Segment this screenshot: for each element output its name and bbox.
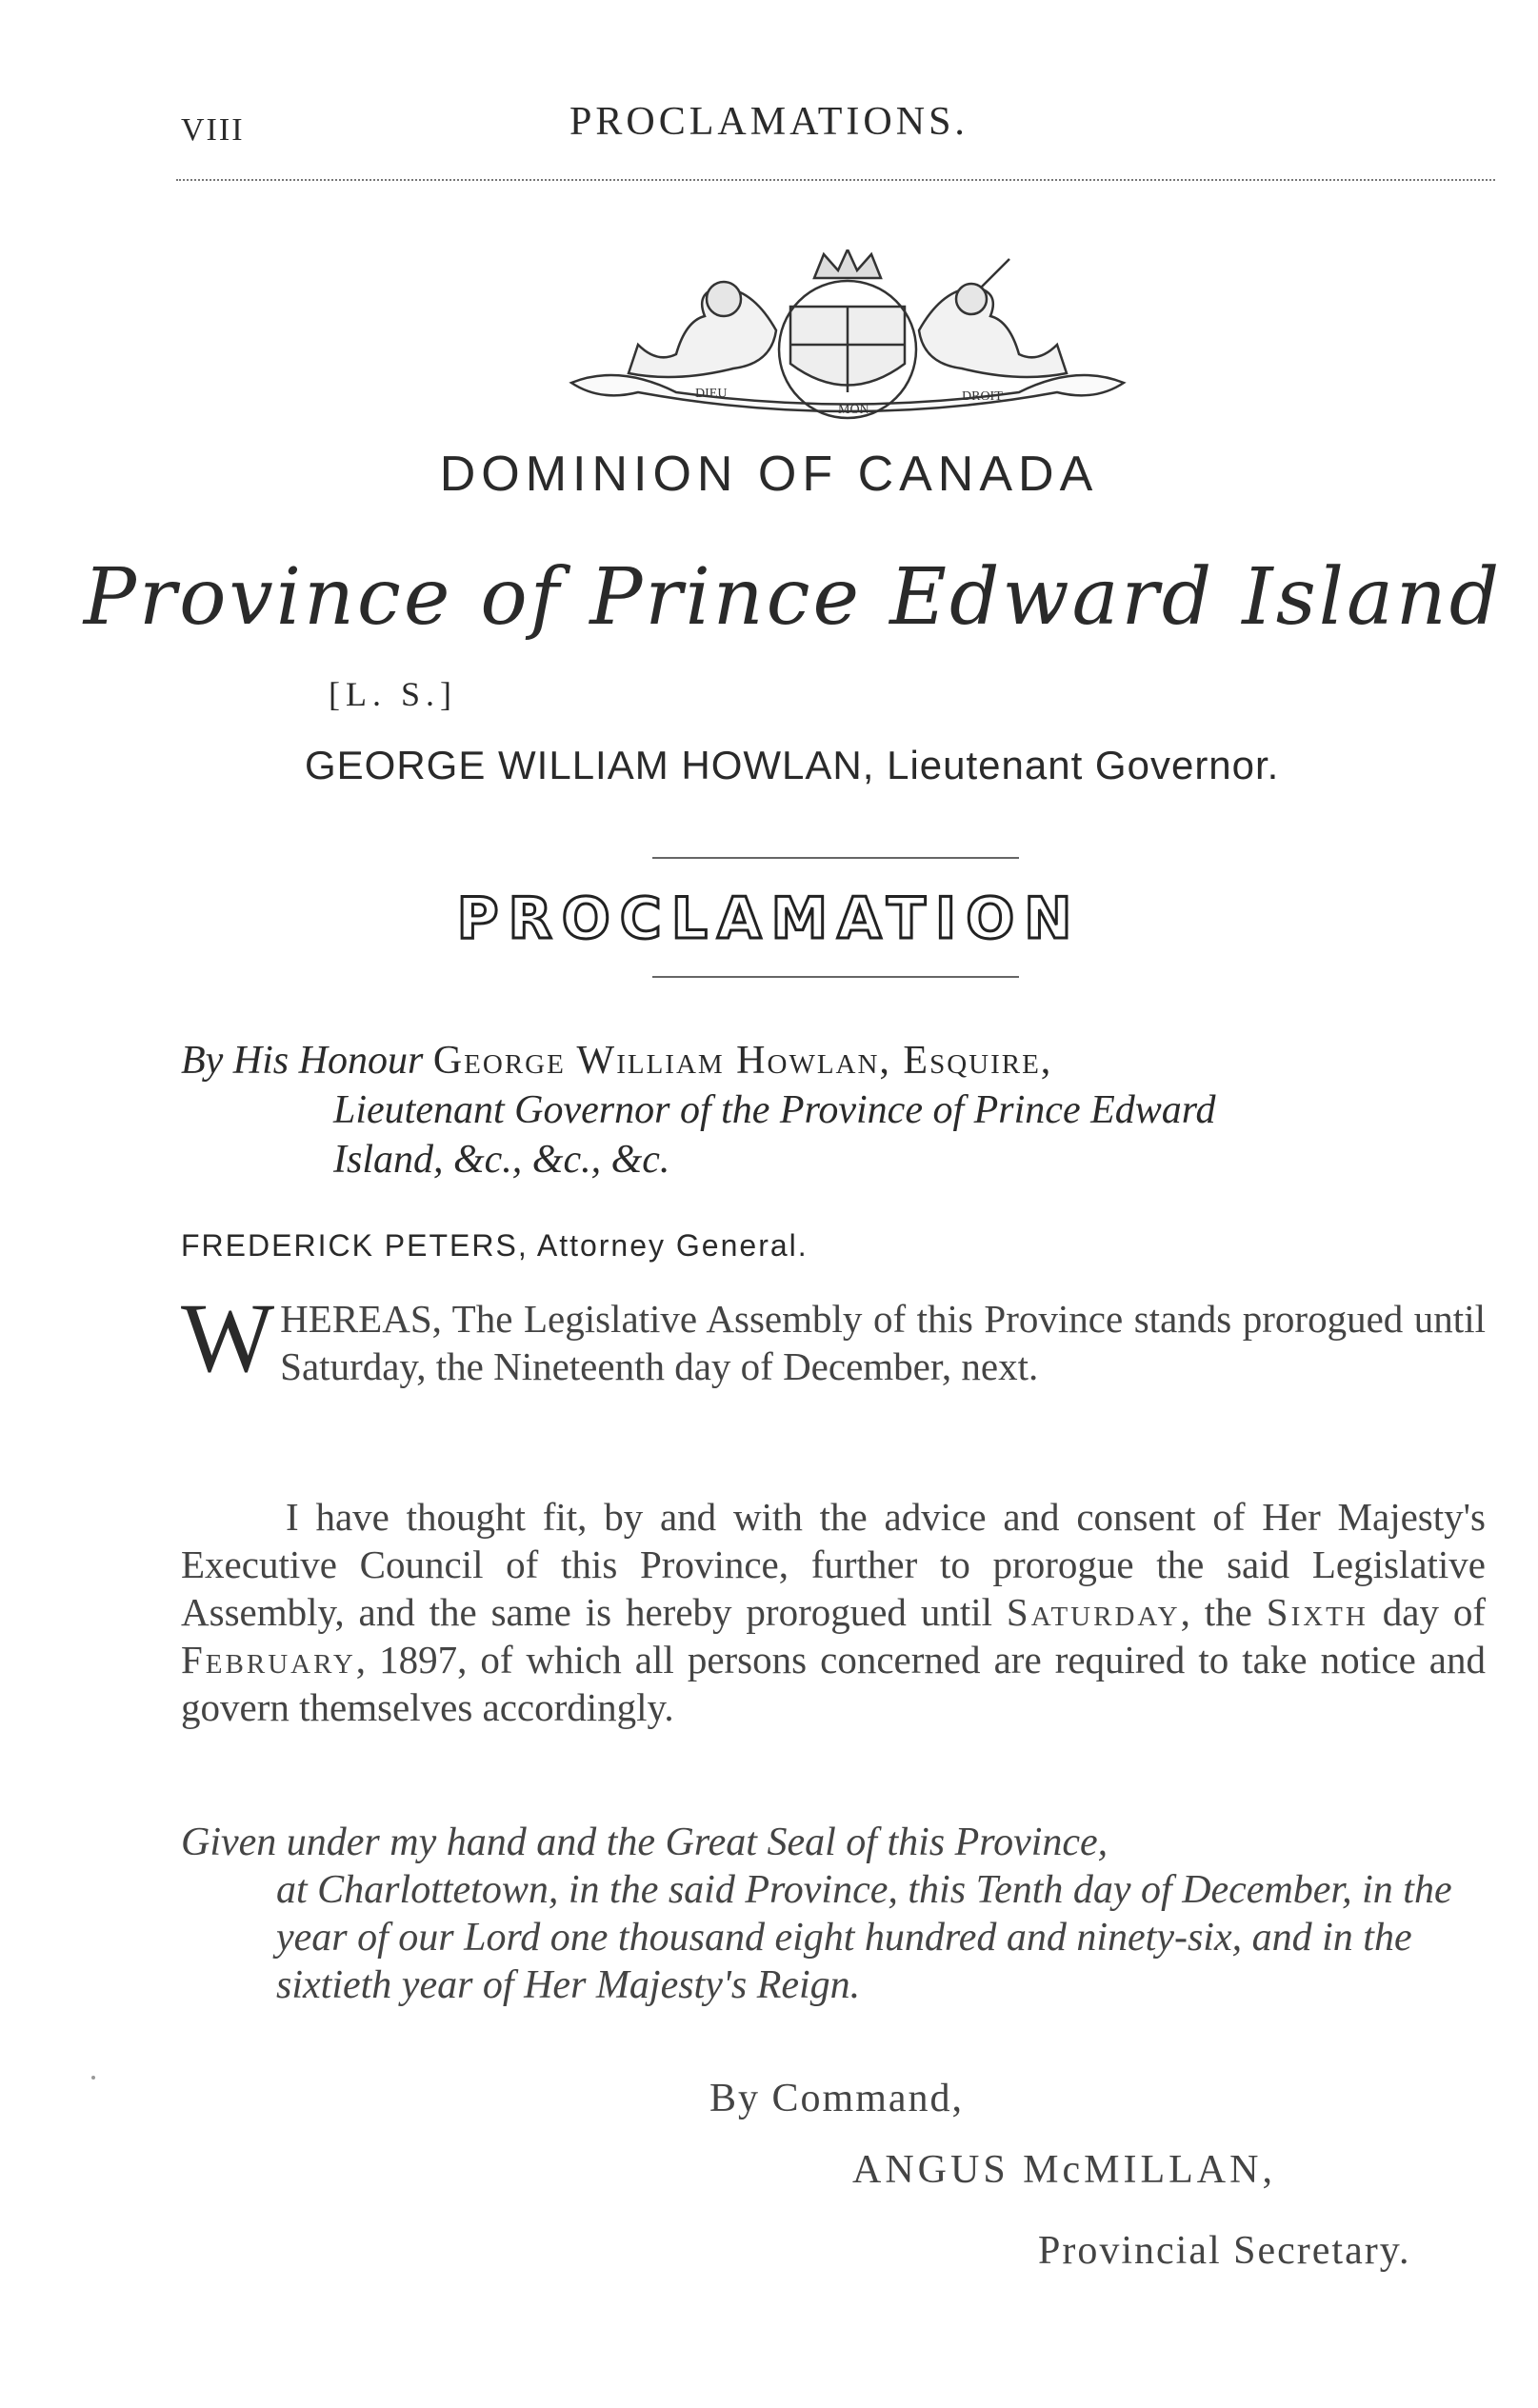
governor-line: GEORGE WILLIAM HOWLAN, Lieutenant Governor. (305, 743, 1280, 787)
dominion-heading: DOMINION OF CANADA (439, 447, 1099, 502)
byline-prefix: By His Honour (181, 1039, 424, 1083)
para2-text-b: , the (1180, 1590, 1252, 1634)
motto-right-text: DROIT (962, 389, 1003, 404)
whereas-line1: HEREAS, The Legislative Assembly of this Province (280, 1297, 1124, 1341)
signer-name: ANGUS McMILLAN, (852, 2148, 1276, 2192)
motto-center-text: MON (838, 403, 869, 417)
heading-rule-top (652, 857, 1019, 859)
by-command: By Command, (709, 2077, 965, 2120)
motto-left-text: DIEU (695, 387, 728, 401)
print-speck (91, 2076, 95, 2080)
whereas-rest: stands prorogued until Saturday, the Nineteenth day of December, next. (280, 1297, 1486, 1388)
para2-text-c: day of (1382, 1590, 1487, 1634)
seal-mark: [L. S.] (329, 675, 457, 713)
byline-name: George William Howlan, Esquire, (432, 1039, 1053, 1083)
signer-title: Provincial Secretary. (1038, 2229, 1411, 2273)
para2-text-d: , 1897, of which all persons concerned are required to take notice and govern themselves accordingly. (181, 1638, 1486, 1729)
byline-line3: Island, &c., &c., &c. (333, 1138, 670, 1182)
drop-cap: W (181, 1284, 275, 1393)
para2-text-a: I have thought fit, by and with the advice and consent of Her Majesty's Executive Council of this Province, further to prorogue the said Legislative Assembly, and the same is hereby prorogued until (181, 1495, 1486, 1634)
para2-month: February (181, 1638, 356, 1682)
given-paragraph (181, 1819, 1486, 2009)
given-rest: at Charlottetown, in the said Province, this Tenth day of December, in the year of our Lord one thousand eight hundred and ninety-six, and in the sixtieth year of Her Majesty's Reign. (276, 1868, 1452, 2007)
heading-rule-bottom (652, 976, 1019, 978)
para2-day: Saturday (1006, 1590, 1181, 1634)
prorogue-paragraph (181, 1493, 1486, 1731)
header-rule (176, 179, 1495, 181)
attorney-general-line: FREDERICK PETERS, Attorney General. (181, 1228, 809, 1263)
province-heading: Province of Prince Edward Island (83, 552, 1503, 643)
proclamation-heading: PROCLAMATION (456, 886, 1082, 952)
byline (181, 1036, 1486, 1184)
royal-coat-of-arms-icon (562, 249, 1133, 421)
page-number: VIII (181, 112, 245, 148)
para2-sixth: Sixth (1266, 1590, 1368, 1634)
running-title: PROCLAMATIONS. (569, 100, 969, 144)
given-line1: Given under my hand and the Great Seal of this Province, (181, 1821, 1109, 1864)
byline-line2: Lieutenant Governor of the Province of Prince Edward (333, 1088, 1216, 1132)
whereas-paragraph (181, 1284, 1486, 1393)
